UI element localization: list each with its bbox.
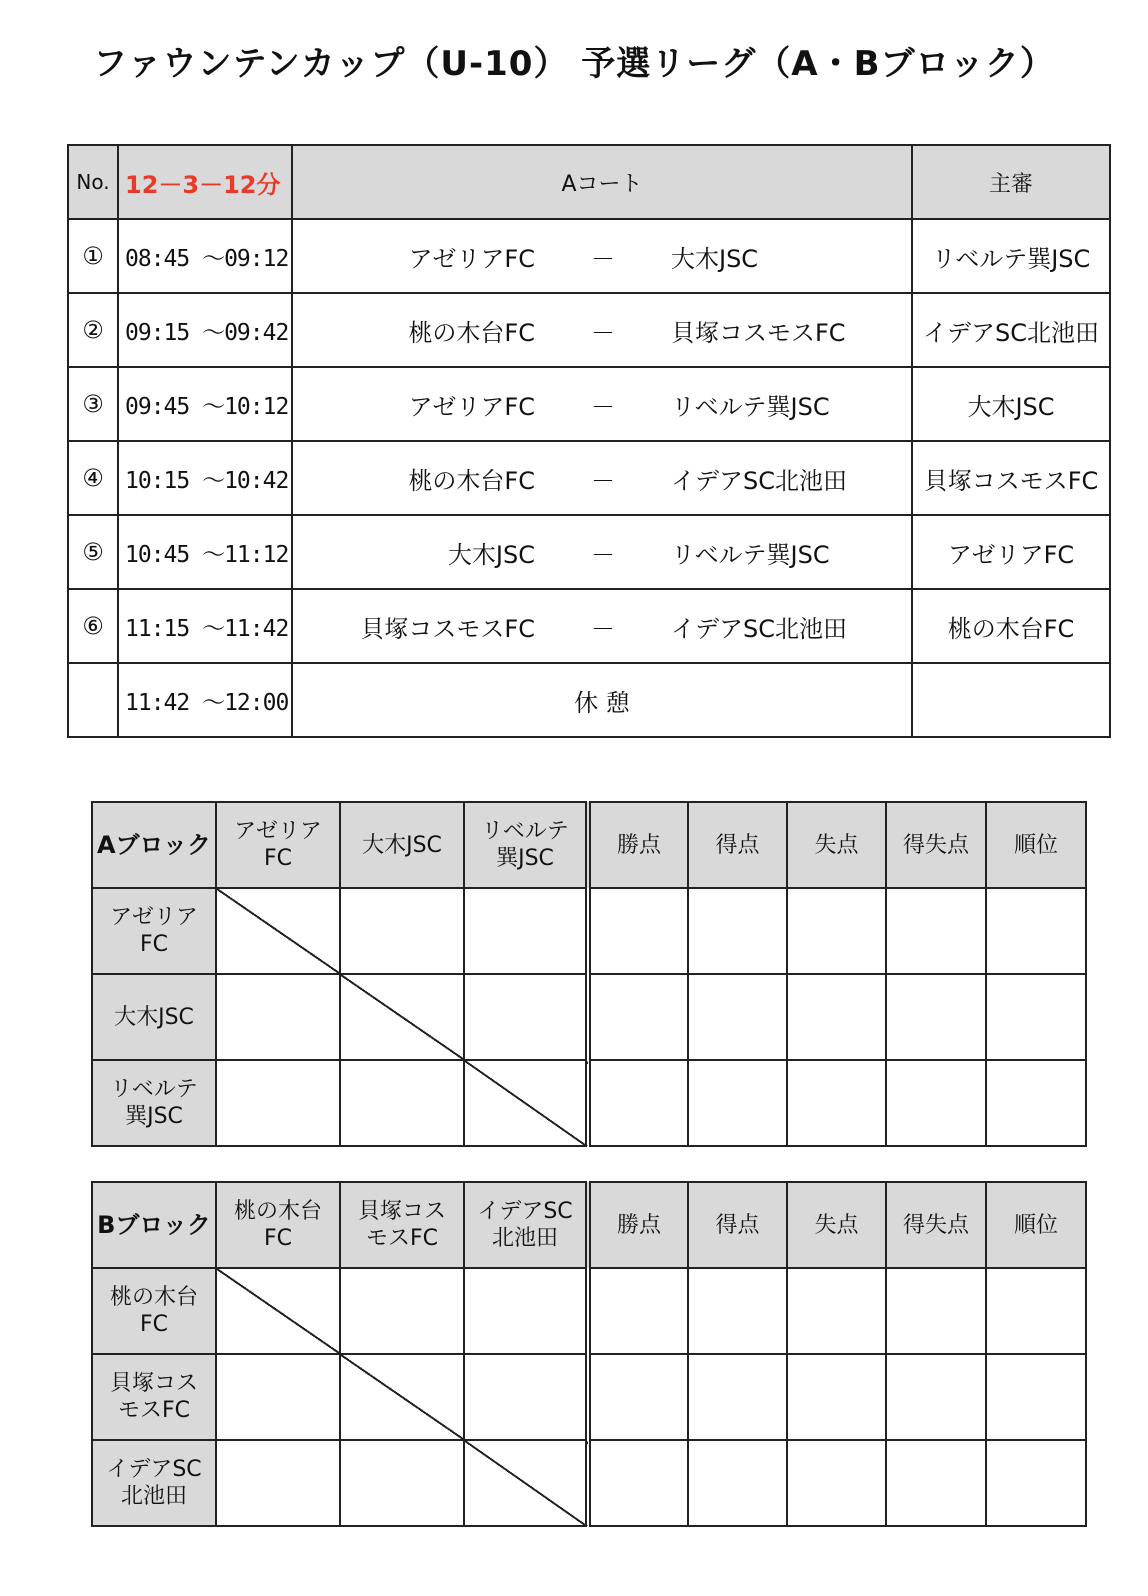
result-cell xyxy=(464,1354,588,1440)
match-time: 09:45 ～10:12 xyxy=(118,367,292,441)
away-team: 貝塚コスモスFC xyxy=(671,318,846,347)
match-time: 08:45 ～09:12 xyxy=(118,219,292,293)
break-row xyxy=(68,663,1110,737)
home-team: アゼリアFC xyxy=(408,244,535,273)
versus-dash: － xyxy=(591,392,615,421)
team-row xyxy=(92,1268,1086,1354)
goals-against-cell xyxy=(787,974,886,1060)
opponent-header xyxy=(216,802,340,888)
result-cell xyxy=(464,888,588,974)
result-cell xyxy=(464,1268,588,1354)
break-number xyxy=(68,663,118,737)
goal-difference-cell xyxy=(886,1440,986,1526)
match-number: ⑤ xyxy=(68,515,118,589)
self-match-cell xyxy=(464,1060,588,1146)
schedule-row xyxy=(68,367,1110,441)
match-number: ② xyxy=(68,293,118,367)
match-cell xyxy=(292,293,912,367)
match-time: 10:45 ～11:12 xyxy=(118,515,292,589)
team-name: イデアSC 北池田 xyxy=(106,1457,202,1509)
opponent-header xyxy=(464,1182,588,1268)
match-cell xyxy=(292,219,912,293)
stat-header-points: 勝点 xyxy=(588,802,688,888)
away-team: イデアSC北池田 xyxy=(671,466,847,495)
points-cell xyxy=(588,974,688,1060)
row-team xyxy=(92,1060,216,1146)
stat-header-goals-against: 失点 xyxy=(787,1182,886,1268)
opponent-header xyxy=(340,802,464,888)
header-match-format: 12－3－12分 xyxy=(118,145,292,219)
rank-cell xyxy=(986,1060,1086,1146)
header-no: No. xyxy=(68,145,118,219)
header-referee: 主審 xyxy=(912,145,1110,219)
home-team: 貝塚コスモスFC xyxy=(360,614,535,643)
schedule-header-row xyxy=(68,145,1110,219)
self-match-cell xyxy=(216,888,340,974)
team-name: 貝塚コス モスFC xyxy=(357,1199,446,1251)
block-a-standings-table xyxy=(91,801,1087,1147)
team-name: リベルテ 巽JSC xyxy=(481,819,569,871)
break-label: 休 憩 xyxy=(292,663,912,737)
opponent-header xyxy=(464,802,588,888)
team-row xyxy=(92,1440,1086,1526)
rank-cell xyxy=(986,1268,1086,1354)
match-number: ① xyxy=(68,219,118,293)
match-number: ③ xyxy=(68,367,118,441)
goal-difference-cell xyxy=(886,1268,986,1354)
home-team: 桃の木台FC xyxy=(408,466,535,495)
stat-header-goals-for: 得点 xyxy=(688,802,787,888)
result-cell xyxy=(340,888,464,974)
rank-cell xyxy=(986,1354,1086,1440)
away-team: 大木JSC xyxy=(671,244,759,273)
stat-header-goal-difference: 得失点 xyxy=(886,802,986,888)
versus-dash: － xyxy=(591,318,615,347)
team-name: リベルテ 巽JSC xyxy=(110,1077,198,1129)
rank-cell xyxy=(986,888,1086,974)
stat-header-points: 勝点 xyxy=(588,1182,688,1268)
match-number: ⑥ xyxy=(68,589,118,663)
versus-dash: － xyxy=(591,614,615,643)
goals-for-cell xyxy=(688,974,787,1060)
goals-against-cell xyxy=(787,1440,886,1526)
rank-cell xyxy=(986,974,1086,1060)
match-cell xyxy=(292,441,912,515)
result-cell xyxy=(216,1354,340,1440)
goals-for-cell xyxy=(688,888,787,974)
opponent-header xyxy=(216,1182,340,1268)
self-match-cell xyxy=(340,974,464,1060)
match-time: 09:15 ～09:42 xyxy=(118,293,292,367)
goals-for-cell xyxy=(688,1354,787,1440)
result-cell xyxy=(340,1060,464,1146)
goals-against-cell xyxy=(787,888,886,974)
team-name: アゼリア FC xyxy=(234,819,322,871)
match-cell xyxy=(292,589,912,663)
result-cell xyxy=(340,1268,464,1354)
goal-difference-cell xyxy=(886,1060,986,1146)
team-name: イデアSC 北池田 xyxy=(477,1199,573,1251)
versus-dash: － xyxy=(591,244,615,273)
team-name: 桃の木台 FC xyxy=(233,1199,322,1251)
block-name: Aブロック xyxy=(92,802,216,888)
result-cell xyxy=(216,1440,340,1526)
match-cell xyxy=(292,367,912,441)
match-number: ④ xyxy=(68,441,118,515)
break-time: 11:42 ～12:00 xyxy=(118,663,292,737)
result-cell xyxy=(216,1060,340,1146)
result-cell xyxy=(340,1440,464,1526)
goals-for-cell xyxy=(688,1268,787,1354)
block-b-standings-table xyxy=(91,1181,1087,1527)
schedule-row xyxy=(68,589,1110,663)
goals-against-cell xyxy=(787,1354,886,1440)
team-row xyxy=(92,888,1086,974)
row-team xyxy=(92,888,216,974)
standings-header-row xyxy=(92,1182,1086,1268)
standings-header-row xyxy=(92,802,1086,888)
team-name: アゼリア FC xyxy=(110,905,198,957)
self-match-cell xyxy=(216,1268,340,1354)
team-name: 大木JSC xyxy=(114,1004,194,1030)
points-cell xyxy=(588,1268,688,1354)
points-cell xyxy=(588,1354,688,1440)
row-team xyxy=(92,1440,216,1526)
match-referee: 大木JSC xyxy=(912,367,1110,441)
points-cell xyxy=(588,1060,688,1146)
row-team xyxy=(92,1268,216,1354)
goals-for-cell xyxy=(688,1440,787,1526)
break-referee xyxy=(912,663,1110,737)
self-match-cell xyxy=(464,1440,588,1526)
away-team: リベルテ巽JSC xyxy=(671,392,830,421)
row-team xyxy=(92,974,216,1060)
match-time: 11:15 ～11:42 xyxy=(118,589,292,663)
goal-difference-cell xyxy=(886,974,986,1060)
versus-dash: － xyxy=(591,540,615,569)
match-cell xyxy=(292,515,912,589)
match-referee: イデアSC北池田 xyxy=(912,293,1110,367)
points-cell xyxy=(588,888,688,974)
goals-against-cell xyxy=(787,1060,886,1146)
result-cell xyxy=(216,974,340,1060)
match-time: 10:15 ～10:42 xyxy=(118,441,292,515)
self-match-cell xyxy=(340,1354,464,1440)
goal-difference-cell xyxy=(886,888,986,974)
result-cell xyxy=(464,974,588,1060)
schedule-row xyxy=(68,515,1110,589)
match-schedule-table xyxy=(67,144,1111,738)
away-team: イデアSC北池田 xyxy=(671,614,847,643)
opponent-header xyxy=(340,1182,464,1268)
stat-header-goals-for: 得点 xyxy=(688,1182,787,1268)
page-title: ファウンテンカップ（U-10） 予選リーグ（A・Bブロック） xyxy=(93,44,1055,84)
schedule-row xyxy=(68,219,1110,293)
schedule-row xyxy=(68,441,1110,515)
team-row xyxy=(92,974,1086,1060)
schedule-row xyxy=(68,293,1110,367)
home-team: 大木JSC xyxy=(447,540,535,569)
team-row xyxy=(92,1060,1086,1146)
team-name: 桃の木台 FC xyxy=(109,1285,198,1337)
stat-header-rank: 順位 xyxy=(986,1182,1086,1268)
stat-header-rank: 順位 xyxy=(986,802,1086,888)
away-team: リベルテ巽JSC xyxy=(671,540,830,569)
team-row xyxy=(92,1354,1086,1440)
points-cell xyxy=(588,1440,688,1526)
match-referee: 桃の木台FC xyxy=(912,589,1110,663)
match-referee: 貝塚コスモスFC xyxy=(912,441,1110,515)
stat-header-goal-difference: 得失点 xyxy=(886,1182,986,1268)
goal-difference-cell xyxy=(886,1354,986,1440)
match-referee: リベルテ巽JSC xyxy=(912,219,1110,293)
goals-against-cell xyxy=(787,1268,886,1354)
home-team: アゼリアFC xyxy=(408,392,535,421)
block-name: Bブロック xyxy=(92,1182,216,1268)
rank-cell xyxy=(986,1440,1086,1526)
header-court: Aコート xyxy=(292,145,912,219)
team-name: 貝塚コス モスFC xyxy=(109,1371,198,1423)
row-team xyxy=(92,1354,216,1440)
stat-header-goals-against: 失点 xyxy=(787,802,886,888)
versus-dash: － xyxy=(591,466,615,495)
goals-for-cell xyxy=(688,1060,787,1146)
match-referee: アゼリアFC xyxy=(912,515,1110,589)
home-team: 桃の木台FC xyxy=(408,318,535,347)
team-name: 大木JSC xyxy=(362,832,442,858)
